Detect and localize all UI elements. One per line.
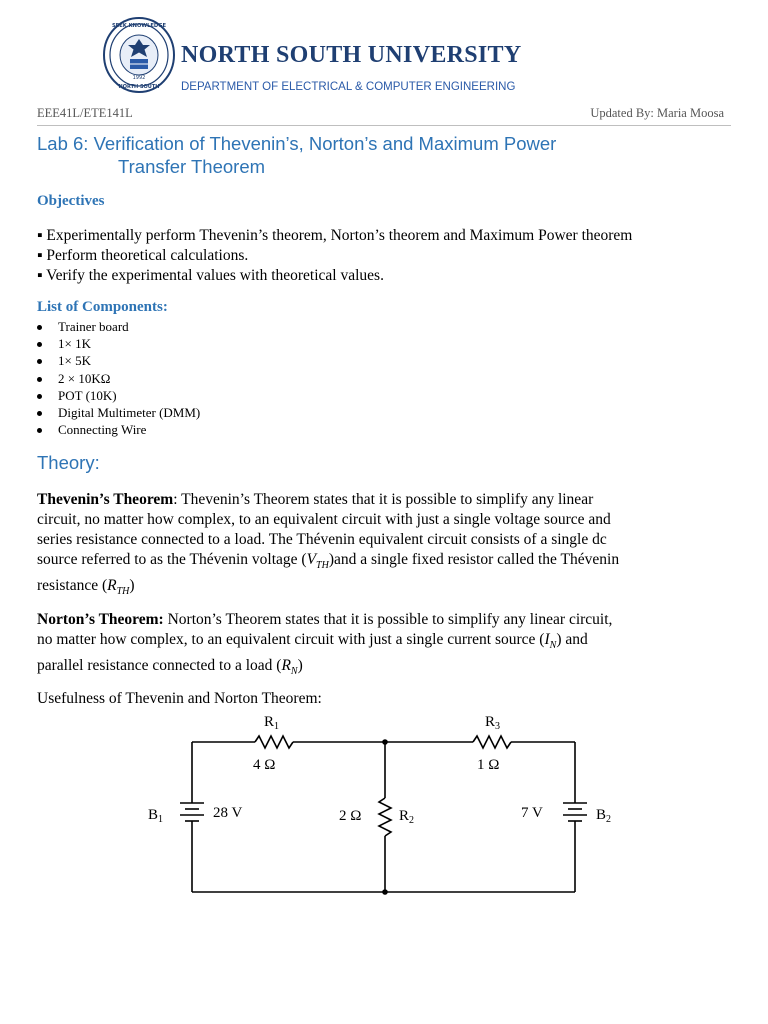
department-name: DEPARTMENT OF ELECTRICAL & COMPUTER ENGINEERING xyxy=(181,81,516,93)
list-item: 1× 1K xyxy=(37,335,200,352)
objectives-heading: Objectives xyxy=(37,193,105,209)
junction-node xyxy=(382,739,388,745)
list-item: POT (10K) xyxy=(37,387,200,404)
junction-node xyxy=(382,889,388,895)
norton-label: Norton’s Theorem: xyxy=(37,611,164,628)
b2-label: $B_2$ xyxy=(596,807,612,825)
objectives-list xyxy=(37,226,632,286)
list-item: ▪ Verify the experimental values with theoretical values. xyxy=(37,267,384,284)
theory-heading: Theory: xyxy=(37,452,100,473)
b1-label: $B_1$ xyxy=(148,807,164,825)
resistor-r1 xyxy=(255,736,293,748)
r2-value: 2 Ω xyxy=(339,808,362,824)
norton-paragraph: Norton’s Theorem: Norton’s Theorem states that it is possible to simplify any linear circuit, no matter how complex, to an equivalent circuit with just a single current source $(I_N)$ and parallel resistance connected to a load $(R_N)$ xyxy=(37,611,613,678)
list-item: Digital Multimeter (DMM) xyxy=(37,404,200,421)
university-seal-icon xyxy=(103,17,175,93)
header-divider xyxy=(37,125,731,126)
list-item: ▪ Perform theoretical calculations. xyxy=(37,247,249,264)
lab-title-line1: Lab 6: Verification of Thevenin’s, Norton’s and Maximum Power xyxy=(37,133,557,154)
list-item: 1× 5K xyxy=(37,352,200,369)
r3-label: $R_3$ xyxy=(485,714,501,732)
resistor-r2 xyxy=(379,798,391,836)
lab-title-line2: Transfer Theorem xyxy=(118,156,266,177)
seal-ring-top: SEEK KNOWLEDGE xyxy=(111,23,167,29)
r1-label: $R_1$ xyxy=(264,714,280,732)
r3-value: 1 Ω xyxy=(477,757,500,773)
r2-label: $R_2$ xyxy=(399,808,415,826)
circuit-diagram xyxy=(135,706,635,906)
list-item: 2 × 10KΩ xyxy=(37,370,200,387)
course-code: EEE41L/ETE141L xyxy=(37,106,133,120)
thevenin-label: Thevenin’s Theorem xyxy=(37,491,174,508)
seal-year: 1992 xyxy=(132,75,146,81)
list-item: Connecting Wire xyxy=(37,421,200,438)
thevenin-paragraph: Thevenin’s Theorem: Thevenin’s Theorem states that it is possible to simplify any linear circuit, no matter how complex, to an equivalent circuit with just a single voltage source and series resistance connected to a load. The Thévenin equivalent circuit consists of a single dc source referred to as the Thévenin voltage $(V_{TH})and$ a single fixed resistor called the Thévenin resistance $(R_{TH})$ xyxy=(37,491,620,598)
b2-value: 7 V xyxy=(521,805,543,821)
university-name: NORTH SOUTH UNIVERSITY xyxy=(181,42,522,68)
components-heading: List of Components: xyxy=(37,299,168,315)
resistor-r3 xyxy=(473,736,511,748)
r1-value: 4 Ω xyxy=(253,757,276,773)
list-item: ▪ Experimentally perform Thevenin’s theorem, Norton’s theorem and Maximum Power theorem xyxy=(37,227,633,244)
lab-title xyxy=(37,132,737,178)
list-item: Trainer board xyxy=(37,318,200,335)
usefulness-line: Usefulness of Thevenin and Norton Theorem: xyxy=(37,690,322,707)
b1-value: 28 V xyxy=(213,805,243,821)
updated-by: Updated By: Maria Moosa xyxy=(590,106,724,120)
seal-ring-bottom: NORTH SOUTH xyxy=(118,84,160,90)
components-list xyxy=(37,318,200,438)
